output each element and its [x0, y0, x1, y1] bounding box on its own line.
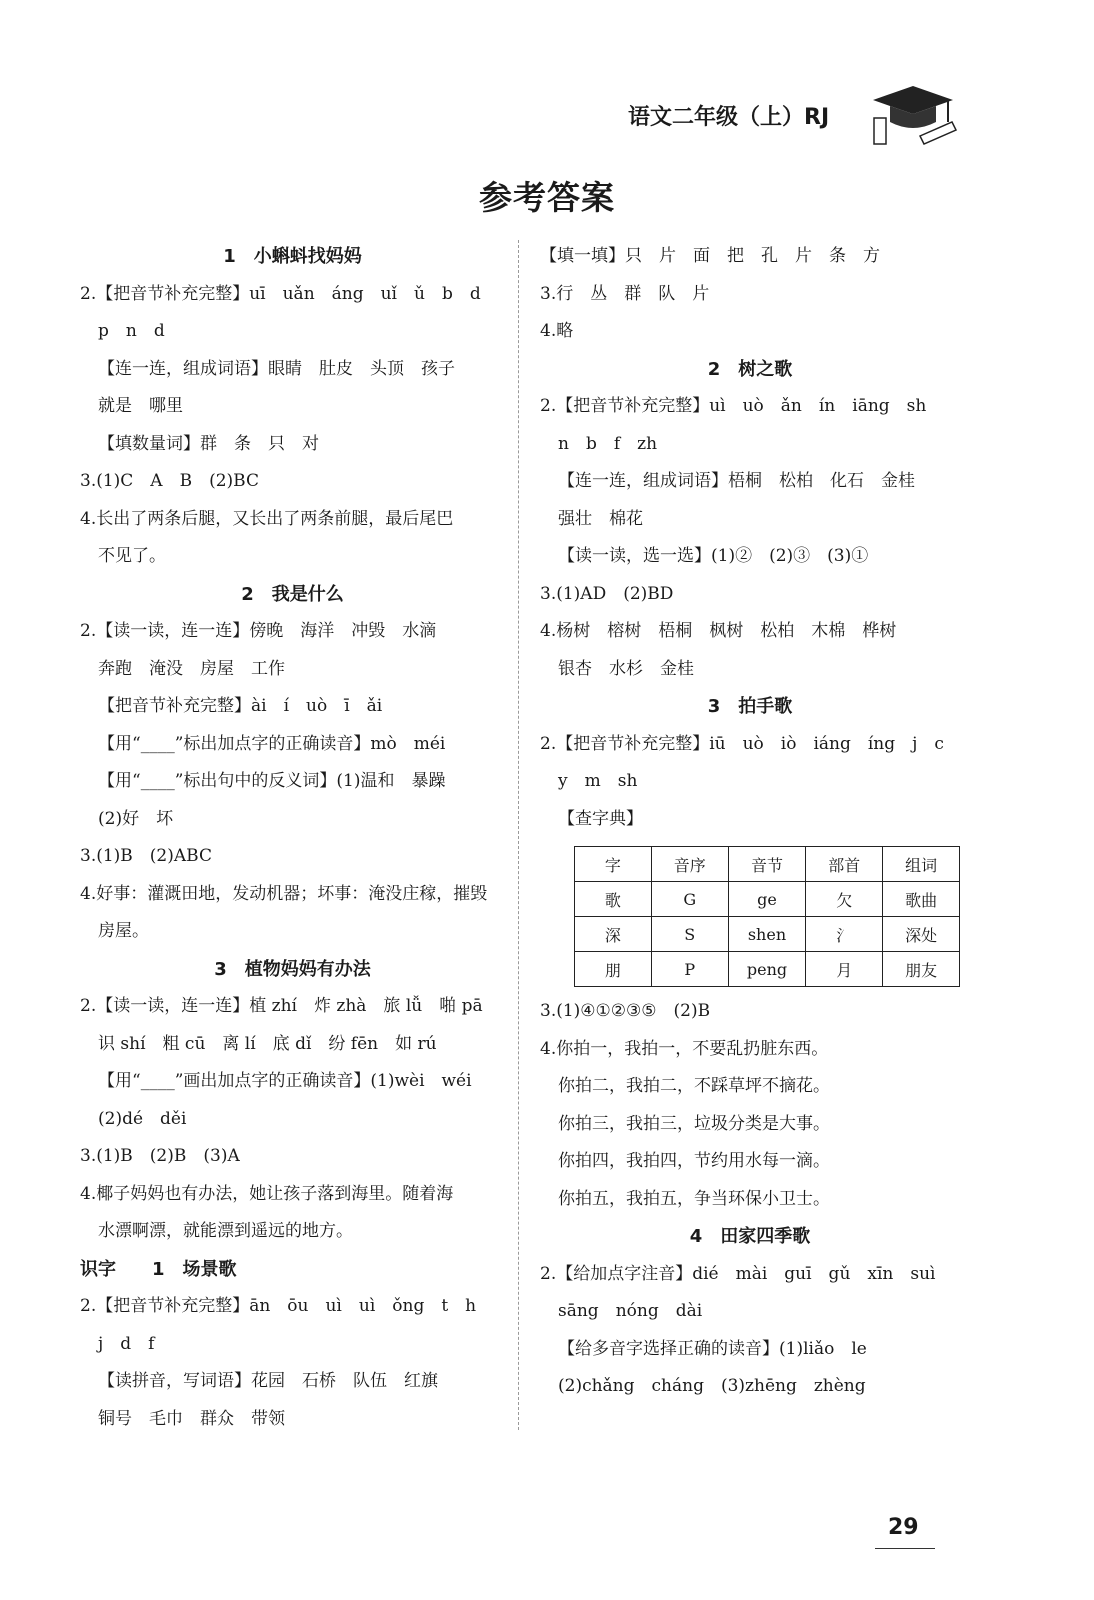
answer-line: (2)好 坏 [98, 808, 174, 829]
answer-line: 2.【读一读，连一连】傍晚 海洋 冲毁 水滴 [80, 621, 437, 641]
answer-line: 2.【给加点字注音】dié mài guī gǔ xīn suì [540, 1263, 936, 1284]
answer-line: 【填一填】只 片 面 把 孔 片 条 方 [540, 246, 880, 266]
answer-line: 识 shí 粗 cū 离 lí 底 dǐ 纷 fēn 如 rú [98, 1033, 437, 1054]
answer-line: 2.【把音节补充完整】uì uò ǎn ín iāng sh [540, 396, 927, 416]
answer-line: y m sh [558, 771, 638, 791]
answer-line: (2)chǎng cháng (3)zhēng zhèng [558, 1376, 866, 1396]
answer-line: 4.你拍一，我拍一，不要乱扔脏东西。 [540, 1038, 829, 1059]
answer-line: 【读拼音，写词语】花园 石桥 队伍 红旗 [98, 1371, 438, 1391]
table-cell: 深处 [883, 917, 960, 952]
book-header-title: 语文二年级（上）RJ [628, 105, 830, 130]
answer-line: 你拍二，我拍二，不踩草坪不摘花。 [558, 1076, 830, 1096]
section-heading: 1 小蝌蚪找妈妈 [223, 246, 362, 267]
answer-line: 2.【把音节补充完整】iū uò iò iáng íng j c [540, 733, 944, 754]
answer-line: 4.长出了两条后腿，又长出了两条前腿，最后尾巴 [80, 508, 454, 529]
answer-line: 3.(1)C A B (2)BC [80, 471, 259, 491]
answer-line: 奔跑 淹没 房屋 工作 [98, 658, 285, 679]
left-column [80, 238, 505, 1438]
answer-line: 就是 哪里 [98, 396, 183, 416]
right-column-bottom [540, 993, 960, 1406]
answer-line: p n d [98, 321, 165, 341]
answer-line: 不见了。 [98, 546, 166, 566]
table-cell: 朋 [575, 952, 652, 987]
right-column-top [540, 238, 960, 838]
answer-line: 3.(1)AD (2)BD [540, 583, 674, 604]
answer-line: n b f zh [558, 433, 658, 454]
answer-line: 2.【读一读，连一连】植 zhí 炸 zhà 旅 lǚ 啪 pā [80, 996, 483, 1016]
table-header-cell: 组词 [883, 847, 960, 882]
answer-line: 【把音节补充完整】ài í uò ī ǎi [98, 696, 383, 716]
column-divider [518, 240, 519, 1430]
answer-line: sāng nóng dài [558, 1301, 703, 1321]
answer-line: 【读一读，选一选】(1)② (2)③ (3)① [558, 546, 869, 566]
table-header-row [575, 847, 960, 882]
section-heading: 2 树之歌 [707, 358, 793, 380]
answer-line: 3.(1)B (2)ABC [80, 846, 212, 866]
section-heading: 3 植物妈妈有办法 [214, 958, 371, 980]
answer-line: 【连一连，组成词语】眼睛 肚皮 头顶 孩子 [98, 358, 455, 379]
answer-line: (2)dé děi [98, 1108, 187, 1129]
section-heading: 识字 1 场景歌 [80, 1258, 237, 1280]
table-header-cell: 音节 [728, 847, 806, 882]
table-header-cell: 音序 [651, 847, 728, 882]
table-cell: 月 [806, 952, 883, 987]
table-cell: 深 [575, 917, 652, 952]
answer-line: 4.杨树 榕树 梧桐 枫树 松柏 木棉 桦树 [540, 621, 897, 641]
answer-line: 【给多音字选择正确的读音】(1)liǎo le [558, 1338, 867, 1359]
page-title: 参考答案 [479, 178, 615, 217]
answer-line: 水漂啊漂，就能漂到遥远的地方。 [98, 1221, 353, 1241]
answer-line: j d f [98, 1333, 155, 1354]
table-row [575, 917, 960, 952]
answer-line: 4.略 [540, 321, 574, 341]
page-number: 29 [888, 1515, 919, 1540]
dictionary-table [574, 846, 960, 987]
section-heading: 4 田家四季歌 [689, 1226, 811, 1247]
section-heading: 2 我是什么 [241, 583, 344, 605]
answer-line: 4.好事：灌溉田地，发动机器；坏事：淹没庄稼，摧毁 [80, 883, 488, 904]
answer-line: 2.【把音节补充完整】ān ōu uì uì ǒng t h [80, 1296, 477, 1316]
answer-line: 4.椰子妈妈也有办法，她让孩子落到海里。随着海 [80, 1183, 454, 1204]
table-cell: shen [728, 917, 806, 952]
answer-line: 【用“____”画出加点字的正确读音】(1)wèi wéi [98, 1071, 472, 1091]
table-cell: ge [728, 882, 806, 917]
table-cell: 氵 [806, 917, 883, 952]
table-cell: S [651, 917, 728, 952]
table-row [575, 882, 960, 917]
table-cell: 欠 [806, 882, 883, 917]
answer-line: 【查字典】 [558, 808, 643, 829]
answer-line: 你拍四，我拍四，节约用水每一滴。 [558, 1151, 830, 1171]
right-column [540, 238, 960, 1406]
answer-line: 3.行 丛 群 队 片 [540, 283, 710, 304]
table-cell: P [651, 952, 728, 987]
answer-line: 你拍五，我拍五，争当环保小卫士。 [558, 1188, 830, 1209]
table-cell: G [651, 882, 728, 917]
table-cell: 歌 [575, 882, 652, 917]
answer-line: 【用“____”标出句中的反义词】(1)温和 暴躁 [98, 771, 446, 791]
answer-line: 2.【把音节补充完整】uī uǎn áng uǐ ǔ b d [80, 283, 481, 304]
table-header-cell: 部首 [806, 847, 883, 882]
answer-line: 你拍三，我拍三，垃圾分类是大事。 [558, 1113, 830, 1134]
table-row [575, 952, 960, 987]
section-heading: 3 拍手歌 [707, 696, 793, 717]
answer-line: 3.(1)B (2)B (3)A [80, 1146, 240, 1166]
answer-line: 3.(1)④①②③⑤ (2)B [540, 1001, 711, 1021]
table-cell: 朋友 [883, 952, 960, 987]
answer-line: 【连一连，组成词语】梧桐 松柏 化石 金桂 [558, 471, 915, 491]
graduation-cap-icon [868, 78, 958, 148]
table-header-cell: 字 [575, 847, 652, 882]
page-number-underline [875, 1548, 935, 1549]
answer-line: 【填数量词】群 条 只 对 [98, 433, 319, 454]
table-cell: peng [728, 952, 806, 987]
answer-line: 银杏 水杉 金桂 [558, 658, 694, 679]
table-cell: 歌曲 [883, 882, 960, 917]
answer-line: 强壮 棉花 [558, 508, 643, 529]
answer-line: 【用“____”标出加点字的正确读音】mò méi [98, 733, 446, 754]
answer-line: 房屋。 [98, 921, 149, 941]
answer-line: 铜号 毛巾 群众 带领 [98, 1408, 285, 1429]
